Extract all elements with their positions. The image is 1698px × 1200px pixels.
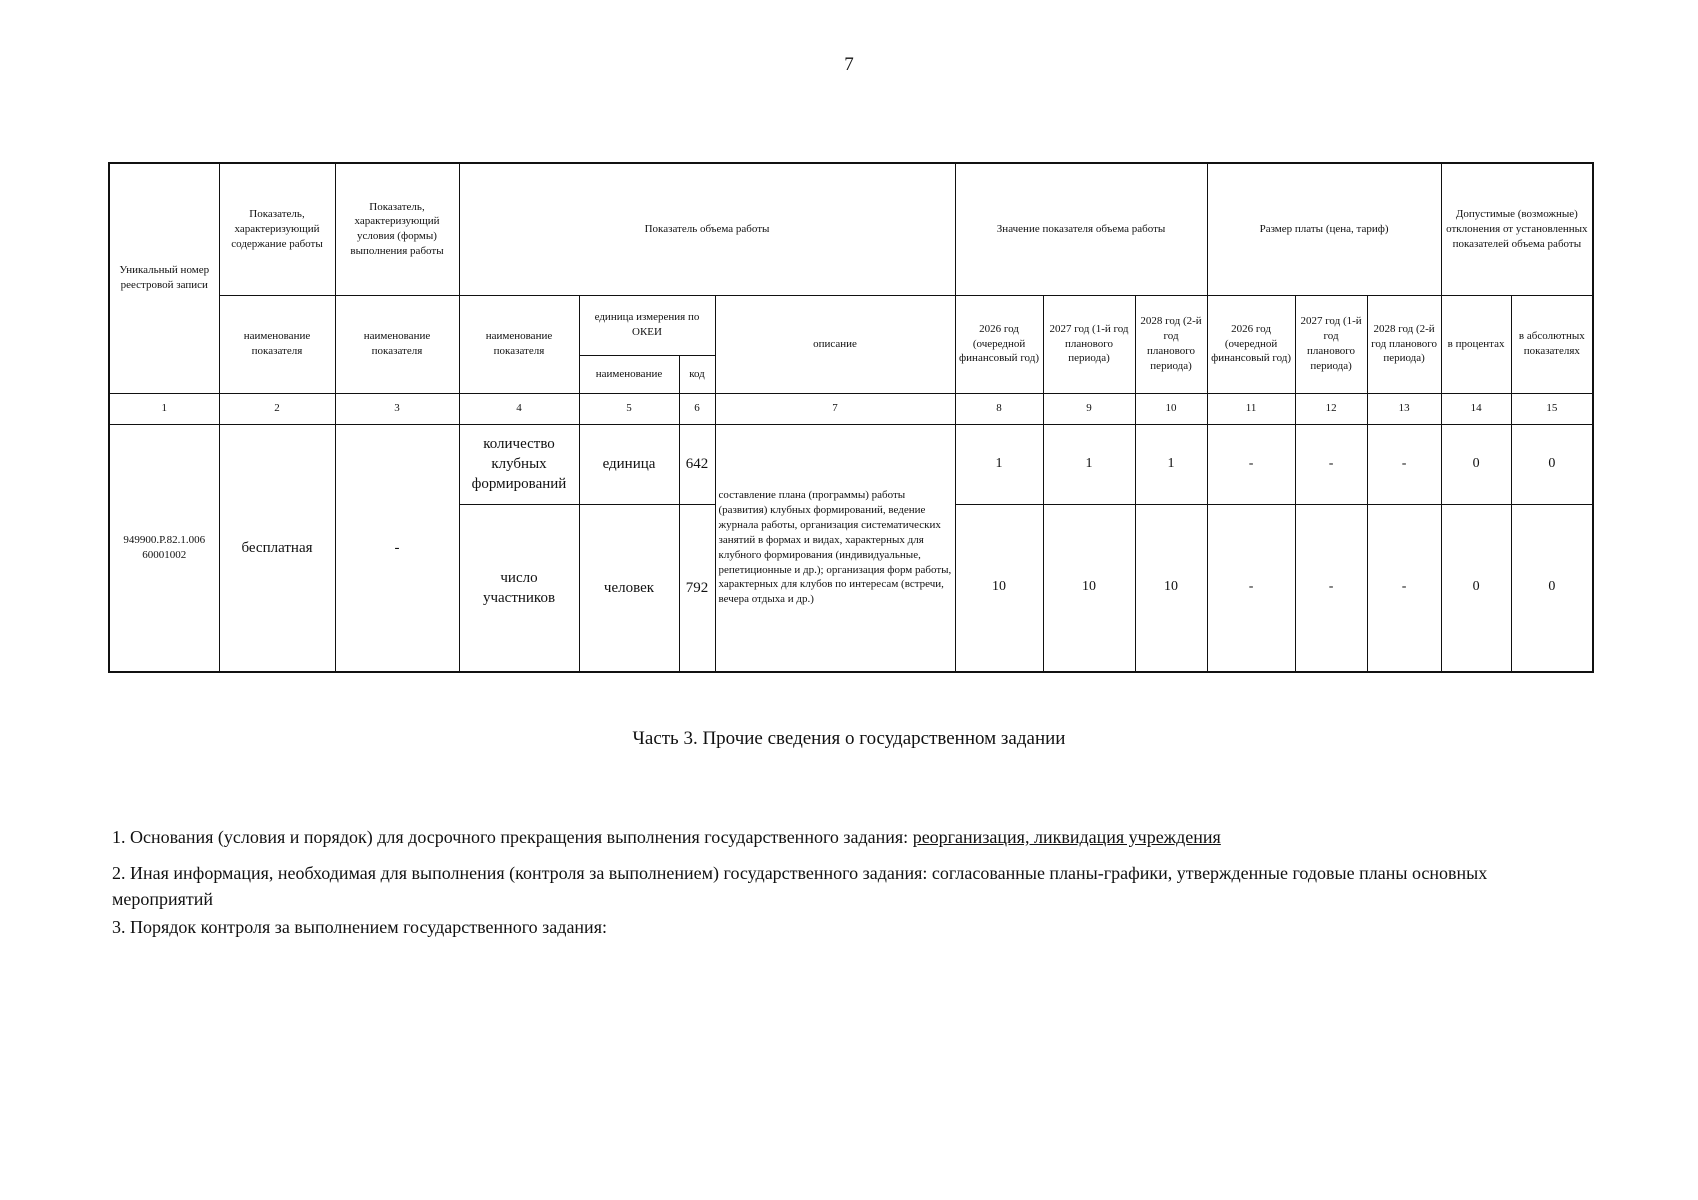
column-number: 7 [715, 393, 955, 424]
column-number: 14 [1441, 393, 1511, 424]
column-number: 8 [955, 393, 1043, 424]
record-deviation-absolute: 0 [1511, 504, 1593, 672]
column-number: 2 [219, 393, 335, 424]
work-volume-table [108, 162, 1594, 673]
info-item-1-text: 1. Основания (условия и порядок) для досрочного прекращения выполнения государственного задания: [112, 827, 913, 847]
column-number: 13 [1367, 393, 1441, 424]
record-content: бесплатная [219, 424, 335, 672]
info-item-1 [112, 824, 1592, 850]
record-indicator: количество клубных формирований [459, 424, 579, 504]
record-indicator: число участников [459, 504, 579, 672]
column-number: 15 [1511, 393, 1593, 424]
table-row [109, 424, 1593, 504]
column-number: 5 [579, 393, 679, 424]
page-number: 7 [844, 54, 854, 75]
column-number: 12 [1295, 393, 1367, 424]
header-okei-name: наименование [579, 355, 679, 393]
header-fee-2026: 2026 год (очередной финансовый год) [1207, 295, 1295, 393]
record-deviation-absolute: 0 [1511, 424, 1593, 504]
part-3-title: Часть 3. Прочие сведения о государственном задании [632, 728, 1066, 749]
header-value-2026: 2026 год (очередной финансовый год) [955, 295, 1043, 393]
header-content-indicator-name: наименование показателя [219, 295, 335, 393]
header-volume-indicator: Показатель объема работы [459, 163, 955, 295]
column-number-row [109, 393, 1593, 424]
header-value-2028: 2028 год (2-й год планового периода) [1135, 295, 1207, 393]
record-value-2028: 1 [1135, 424, 1207, 504]
record-unique-number: 949900.Р.82.1.006 60001002 [109, 424, 219, 672]
record-unit: единица [579, 424, 679, 504]
record-code: 792 [679, 504, 715, 672]
record-fee-2026: - [1207, 424, 1295, 504]
info-item-2: 2. Иная информация, необходимая для выполнения (контроля за выполнением) государственного задания: согласованные планы-графики, утвержденные годовые планы основных мероприятий [112, 863, 1488, 910]
record-fee-2028: - [1367, 504, 1441, 672]
header-description: описание [715, 295, 955, 393]
record-value-2028: 10 [1135, 504, 1207, 672]
column-number: 6 [679, 393, 715, 424]
record-value-2026: 10 [955, 504, 1043, 672]
record-description: составление плана (программы) работы (развития) клубных формирований, ведение журнала работы, организация систематических занятий в формах и видах, характерных для клубного формирования (индивидуальные, репетиционные и др.); организация форм работы, характерных для клубов по интересам (встречи, вечера отдыха и др.) [715, 424, 955, 672]
header-value-2027: 2027 год (1-й год планового периода) [1043, 295, 1135, 393]
record-code: 642 [679, 424, 715, 504]
record-deviation-percent: 0 [1441, 504, 1511, 672]
record-conditions: - [335, 424, 459, 672]
record-fee-2027: - [1295, 504, 1367, 672]
header-unique-number: Уникальный номер реестровой записи [109, 163, 219, 393]
record-fee-2027: - [1295, 424, 1367, 504]
header-okei-unit: единица измерения по ОКЕИ [579, 295, 715, 355]
header-conditions-indicator-name: наименование показателя [335, 295, 459, 393]
header-fee-2028: 2028 год (2-й год планового периода) [1367, 295, 1441, 393]
header-fee: Размер платы (цена, тариф) [1207, 163, 1441, 295]
header-conditions-indicator: Показатель, характеризующий условия (формы) выполнения работы [335, 163, 459, 295]
record-value-2026: 1 [955, 424, 1043, 504]
column-number: 9 [1043, 393, 1135, 424]
column-number: 3 [335, 393, 459, 424]
header-in-percent: в процентах [1441, 295, 1511, 393]
record-unit: человек [579, 504, 679, 672]
header-fee-2027: 2027 год (1-й год планового периода) [1295, 295, 1367, 393]
column-number: 4 [459, 393, 579, 424]
info-item-1-value: реорганизация, ликвидация учреждения [912, 827, 1221, 847]
record-deviation-percent: 0 [1441, 424, 1511, 504]
record-fee-2028: - [1367, 424, 1441, 504]
record-value-2027: 10 [1043, 504, 1135, 672]
header-deviations: Допустимые (возможные) отклонения от установленных показателей объема работы [1441, 163, 1593, 295]
info-item-3: 3. Порядок контроля за выполнением государственного задания: [112, 917, 607, 937]
column-number: 10 [1135, 393, 1207, 424]
record-fee-2026: - [1207, 504, 1295, 672]
header-in-absolute: в абсолютных показателях [1511, 295, 1593, 393]
column-number: 11 [1207, 393, 1295, 424]
record-value-2027: 1 [1043, 424, 1135, 504]
header-volume-indicator-name: наименование показателя [459, 295, 579, 393]
header-volume-value: Значение показателя объема работы [955, 163, 1207, 295]
header-okei-code: код [679, 355, 715, 393]
column-number: 1 [109, 393, 219, 424]
header-content-indicator: Показатель, характеризующий содержание работы [219, 163, 335, 295]
